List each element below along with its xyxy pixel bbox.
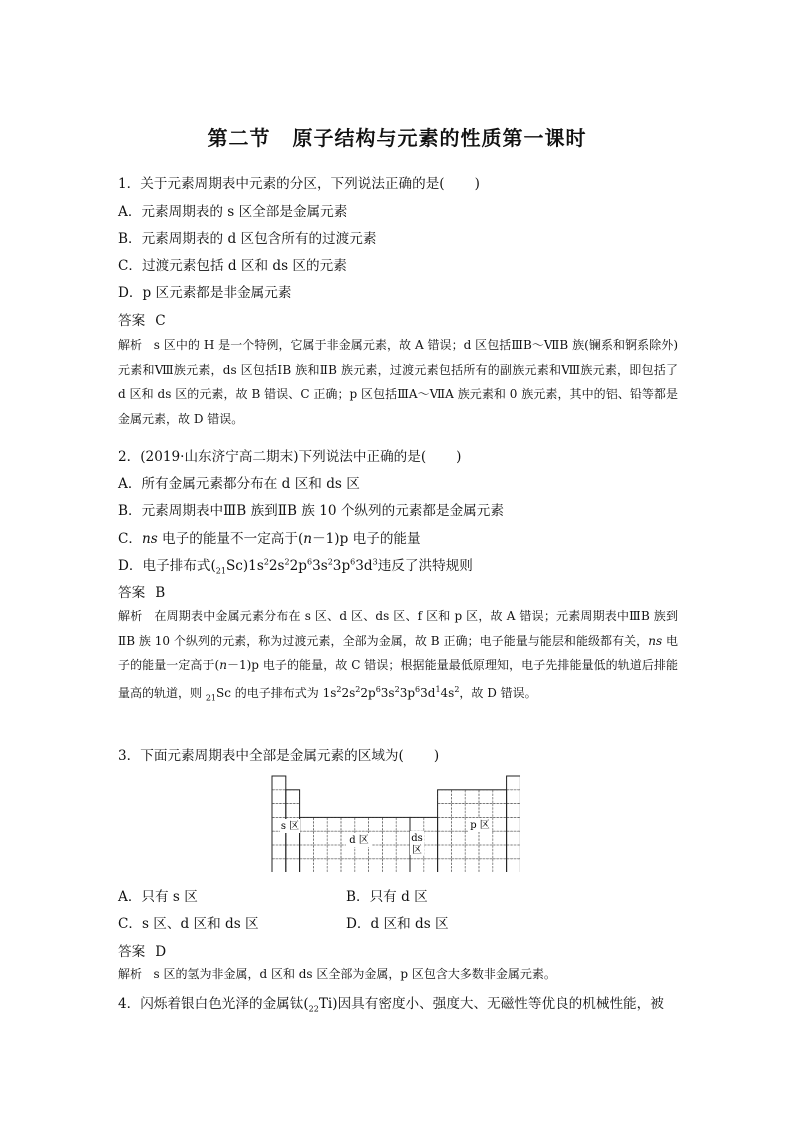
q2-option-a: A．所有金属元素都分布在 d 区和 ds 区 <box>118 476 360 492</box>
q4-stem-pre: 4．闪烁着银白色光泽的金属钛( <box>118 996 309 1012</box>
q2-option-d: D．电子排布式$(_{21}Sc)1s^22s^22p^63s^23p^63d^3$违反了洪特规则 <box>118 557 473 576</box>
table-cell <box>451 845 465 859</box>
table-cell <box>465 859 479 872</box>
table-cell <box>465 790 479 804</box>
s-block-label: s 区 <box>280 821 300 832</box>
q2-d-rest: 违反了洪特规则 <box>377 558 473 574</box>
q2-c-n: n <box>303 531 313 547</box>
q2-analysis-label: 解析 <box>118 609 143 623</box>
table-cell <box>479 831 493 845</box>
table-cell <box>313 845 327 859</box>
q2-answer-value: B <box>155 585 166 601</box>
table-cell <box>313 859 327 872</box>
table-cell <box>300 831 314 845</box>
table-cell <box>424 845 438 859</box>
periodic-table-diagram <box>270 775 520 872</box>
ds-block-label-top: ds <box>411 833 423 844</box>
table-cell <box>479 790 493 804</box>
q2-d-element: Sc)1s <box>225 558 264 574</box>
q2-stem-end: ) <box>456 449 462 465</box>
q2-analysis-n: n <box>219 658 227 672</box>
table-cell <box>286 831 300 845</box>
title-topic: 原子结构与元素的性质第一课时 <box>292 126 587 150</box>
table-cell <box>382 859 396 872</box>
table-cell <box>507 859 520 872</box>
q3-option-a: A．只有 s 区 <box>118 889 198 905</box>
table-cell <box>355 817 369 831</box>
table-cell <box>341 859 355 872</box>
table-cell <box>410 817 424 831</box>
table-cell <box>396 859 410 872</box>
table-cell <box>424 859 438 872</box>
q2-analysis-ns: ns <box>648 633 663 648</box>
q1-answer-label: 答案 <box>118 313 146 329</box>
table-cell <box>286 859 300 872</box>
table-cell <box>507 776 520 790</box>
q2-d-pre: D．电子排布式( <box>118 558 216 574</box>
table-cell <box>451 804 465 818</box>
d-block-label: d 区 <box>349 835 369 846</box>
q2-option-c <box>118 527 421 547</box>
q3-analysis <box>118 962 678 987</box>
q2-answer <box>118 581 165 601</box>
table-cell <box>410 859 424 872</box>
table-cell <box>451 831 465 845</box>
q3-analysis-text: s 区的氢为非金属，d 区和 ds 区全部为金属，p 区包含大多数非金属元素。 <box>153 967 556 981</box>
q1-option-b: B．元素周期表的 d 区包含所有的过渡元素 <box>118 231 377 247</box>
q2-analysis-3: －1)p 电子的能量，故 C 错误；根据能量最低原理知，电子先排能量低的轨道后排能量高的轨道，则 <box>118 658 678 700</box>
table-cell <box>369 845 383 859</box>
q2-analysis-z: 21 <box>205 692 217 702</box>
q4-atomic-number: 22 <box>308 1004 319 1014</box>
q2-c-mid: 电子的能量不一定高于( <box>157 531 304 547</box>
table-cell <box>424 817 438 831</box>
table-cell <box>369 859 383 872</box>
table-cell <box>300 859 314 872</box>
table-cell <box>493 817 507 831</box>
q4-stem <box>118 992 664 1014</box>
q3-answer <box>118 940 166 960</box>
table-cell <box>507 817 520 831</box>
q1-analysis-text: s 区中的 H 是一个特例，它属于非金属元素，故 A 错误；d 区包括ⅢB～ⅦB 族(镧系和锕系除外)元素和Ⅷ族元素，ds 区包括ⅠB 族和ⅡB 族元素，过渡元素包括所有的副族元素和Ⅷ族元素，即包括了 d 区和 ds 区的元素，故 B 错误、C 正确；p 区包括ⅢA～ⅦA 族元素和 0 族元素，其中的铝、铅等都是金属元素，故 D 错误。 <box>118 338 678 426</box>
table-cell <box>451 790 465 804</box>
q2-option-b: B．元素周期表中ⅢB 族到ⅡB 族 10 个纵列的元素都是金属元素 <box>118 503 504 519</box>
table-cell <box>272 845 286 859</box>
q2-stem-text: 2．(2019·山东济宁高二期末)下列说法中正确的是( <box>118 449 427 465</box>
table-cell <box>438 790 452 804</box>
table-cell <box>327 817 341 831</box>
table-cell <box>507 831 520 845</box>
table-cell <box>327 845 341 859</box>
q1-option-d: D．p 区元素都是非金属元素 <box>118 285 292 301</box>
q3-analysis-label: 解析 <box>118 967 143 981</box>
q2-c-ns: ns <box>142 531 158 547</box>
table-cell <box>396 831 410 845</box>
table-cell <box>479 804 493 818</box>
q3-option-d: D．d 区和 ds 区 <box>346 916 449 932</box>
q3-answer-value: D <box>155 944 167 960</box>
table-cell <box>507 804 520 818</box>
table-cell <box>341 817 355 831</box>
table-cell <box>341 845 355 859</box>
q2-c-post: －1)p 电子的能量 <box>312 531 421 547</box>
q1-stem <box>118 172 480 192</box>
table-cell <box>286 804 300 818</box>
q3-option-c: C．s 区、d 区和 ds 区 <box>118 916 259 932</box>
q1-answer-value: C <box>155 313 166 329</box>
q2-answer-label: 答案 <box>118 585 146 601</box>
table-cell <box>313 831 327 845</box>
table-cell <box>438 845 452 859</box>
table-cell <box>272 831 286 845</box>
table-cell <box>272 790 286 804</box>
page-title <box>0 122 794 151</box>
table-cell <box>465 845 479 859</box>
table-cell <box>300 817 314 831</box>
q1-option-c: C．过渡元素包括 d 区和 ds 区的元素 <box>118 258 347 274</box>
table-cell <box>493 790 507 804</box>
noble-gas-outline <box>507 776 520 872</box>
table-cell <box>438 817 452 831</box>
q3-option-b: B．只有 d 区 <box>346 889 428 905</box>
table-cell <box>479 845 493 859</box>
table-cell <box>451 859 465 872</box>
q3-stem-end: ) <box>433 748 440 764</box>
q4-stem-post: Ti)因具有密度小、强度大、无磁性等优良的机械性能，被 <box>318 996 664 1012</box>
table-cell <box>396 845 410 859</box>
table-cell <box>493 831 507 845</box>
q1-option-a: A．元素周期表的 s 区全部是金属元素 <box>118 204 348 220</box>
table-cell <box>313 817 327 831</box>
table-cell <box>479 859 493 872</box>
table-cell <box>507 845 520 859</box>
table-cell <box>465 804 479 818</box>
table-cell <box>355 859 369 872</box>
table-cell <box>382 831 396 845</box>
table-cell <box>272 776 286 790</box>
q1-stem-end: ) <box>474 176 480 192</box>
table-cell <box>493 845 507 859</box>
q2-d-atomic-number: 21 <box>215 566 226 576</box>
q2-analysis: 解析 在周期表中金属元素分布在 s 区、d 区、ds 区、f 区和 p 区，故 A 错误；元素周期表中ⅢB 族到ⅡB 族 10 个纵列的元素，称为过渡元素，全部为金属，故 B 正确；电子能量与能层和能级都有关，ns 电子的能量一定高于(n－1)p 电子的能量，故 C 错误；根据能量最低原理知，电子先排能量低的轨道后排能量高的轨道，则 $_{21}$Sc 的电子排布式为 $1s^22s^22p^63s^23p^63d^14s^2$，故 D 错误。 <box>118 609 678 702</box>
table-cell <box>355 845 369 859</box>
q2-analysis-end: ，故 D 错误。 <box>459 685 537 700</box>
table-cell <box>451 817 465 831</box>
table-cell <box>382 845 396 859</box>
table-cell <box>438 859 452 872</box>
q2-analysis-2: 电子的能量一定高于( <box>118 633 678 672</box>
table-cell <box>286 790 300 804</box>
table-cell <box>438 831 452 845</box>
table-cell <box>369 817 383 831</box>
q2-c-pre: C． <box>118 531 142 547</box>
q1-stem-text: 1．关于元素周期表中元素的分区，下列说法正确的是( <box>118 176 445 192</box>
table-cell <box>438 804 452 818</box>
periodic-table-svg <box>270 775 520 872</box>
q2-stem <box>118 445 461 465</box>
table-cell <box>493 859 507 872</box>
table-cell <box>396 817 410 831</box>
table-cell <box>465 831 479 845</box>
q1-analysis <box>118 333 678 431</box>
q3-answer-label: 答案 <box>118 944 146 960</box>
table-cell <box>272 804 286 818</box>
table-cell <box>493 804 507 818</box>
ds-block-label-bottom: 区 <box>412 845 422 856</box>
q1-answer <box>118 309 166 329</box>
q3-stem <box>118 744 439 764</box>
p-block-label: p 区 <box>470 820 490 831</box>
title-section: 第二节 <box>207 126 271 150</box>
table-cell <box>424 831 438 845</box>
table-cell <box>382 817 396 831</box>
q3-stem-text: 3．下面元素周期表中全部是金属元素的区域为( <box>118 748 404 764</box>
table-cell <box>300 845 314 859</box>
q2-analysis-4: Sc 的电子排布式为 1s <box>216 685 337 700</box>
table-cell <box>327 859 341 872</box>
table-cell <box>507 790 520 804</box>
table-cell <box>286 845 300 859</box>
table-cell <box>327 831 341 845</box>
table-cell <box>272 859 286 872</box>
q1-analysis-label: 解析 <box>118 338 143 352</box>
q2-analysis-1: 在周期表中金属元素分布在 s 区、d 区、ds 区、f 区和 p 区，故 A 错误；元素周期表中ⅢB 族到ⅡB 族 10 个纵列的元素，称为过渡元素，全部为金属，故 B 正确；电子能量与能层和能级都有关， <box>118 609 678 648</box>
